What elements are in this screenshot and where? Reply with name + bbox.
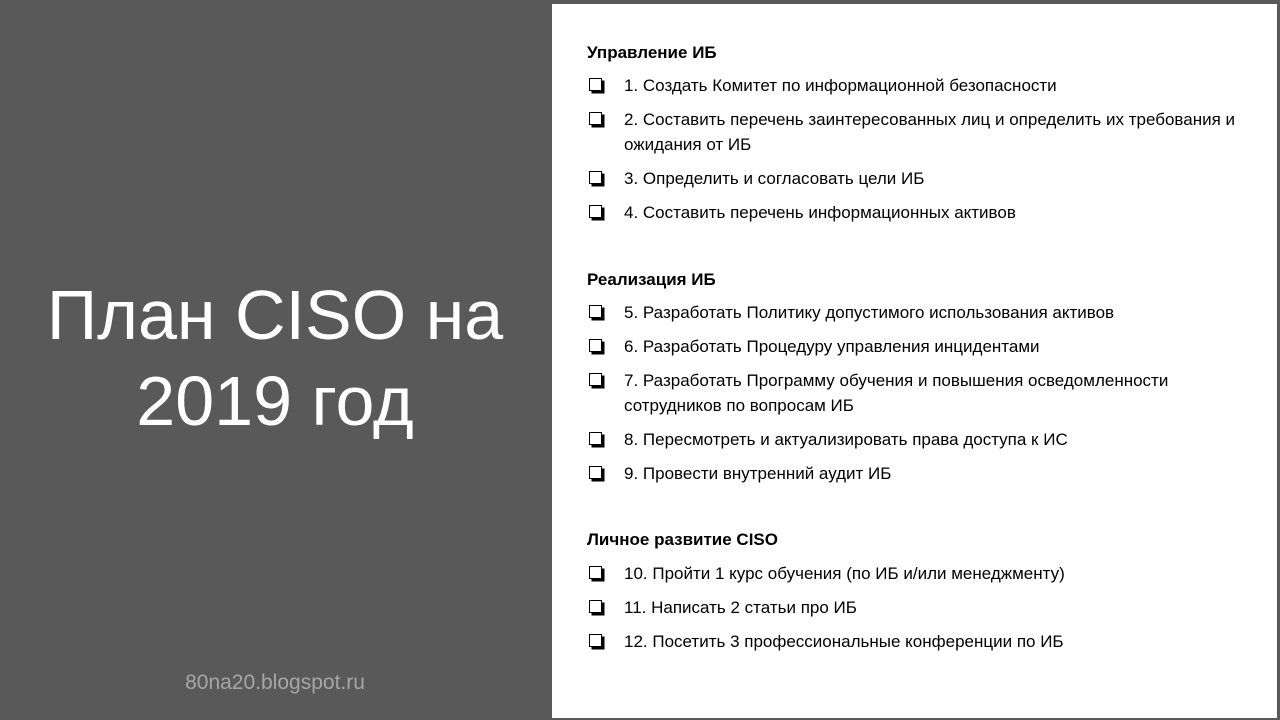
list-item-text: 9. Провести внутренний аудит ИБ: [624, 464, 892, 483]
checkbox-icon: [589, 634, 602, 647]
list-item: [587, 427, 1257, 452]
checkbox-icon: [589, 78, 602, 91]
list-item: [587, 461, 1257, 486]
list-item: [587, 595, 1257, 620]
list-item: [587, 166, 1257, 191]
list-item: [587, 561, 1257, 586]
list-item: [587, 368, 1257, 418]
section-heading-implementation: Реализация ИБ: [587, 270, 716, 289]
list-item-text: 12. Посетить 3 профессиональные конференции по ИБ: [624, 632, 1064, 651]
list-item: [587, 107, 1257, 157]
list-item-text: 8. Пересмотреть и актуализировать права доступа к ИС: [624, 430, 1068, 449]
checkbox-icon: [589, 373, 602, 386]
checkbox-icon: [589, 466, 602, 479]
checkbox-icon: [589, 432, 602, 445]
list-item: [587, 629, 1257, 654]
list-item-text: 3. Определить и согласовать цели ИБ: [624, 169, 925, 188]
section-heading-personal-development: Личное развитие CISO: [587, 530, 778, 549]
list-item: [587, 200, 1257, 225]
slide-title: [0, 272, 550, 444]
list-item-text: 5. Разработать Политику допустимого использования активов: [624, 303, 1115, 322]
checkbox-icon: [589, 171, 602, 184]
list-item-text: 2. Составить перечень заинтересованных лиц и определить их требования и ожидания от ИБ: [624, 110, 1236, 154]
slide-title-line-2: 2019 год: [136, 362, 414, 440]
list-item: [587, 300, 1257, 325]
slide-title-line-1: План CISO на: [46, 276, 504, 354]
content-panel: [552, 4, 1277, 718]
checkbox-icon: [589, 600, 602, 613]
checkbox-icon: [589, 566, 602, 579]
checkbox-icon: [589, 339, 602, 352]
checkbox-icon: [589, 205, 602, 218]
section-heading-management: Управление ИБ: [587, 43, 717, 62]
left-panel: [0, 0, 550, 720]
list-item-text: 10. Пройти 1 курс обучения (по ИБ и/или менеджменту): [624, 564, 1065, 583]
list-item-text: 11. Написать 2 статьи про ИБ: [624, 598, 857, 617]
list-item-text: 1. Создать Комитет по информационной безопасности: [624, 76, 1057, 95]
watermark: 80na20.blogspot.ru: [185, 671, 365, 694]
list-item-text: 4. Составить перечень информационных активов: [624, 203, 1016, 222]
list-item: [587, 73, 1257, 98]
list-item-text: 6. Разработать Процедуру управления инцидентами: [624, 337, 1040, 356]
checkbox-icon: [589, 305, 602, 318]
checkbox-icon: [589, 112, 602, 125]
list-item-text: 7. Разработать Программу обучения и повышения осведомленности сотрудников по вопросам ИБ: [624, 371, 1169, 415]
list-item: [587, 334, 1257, 359]
